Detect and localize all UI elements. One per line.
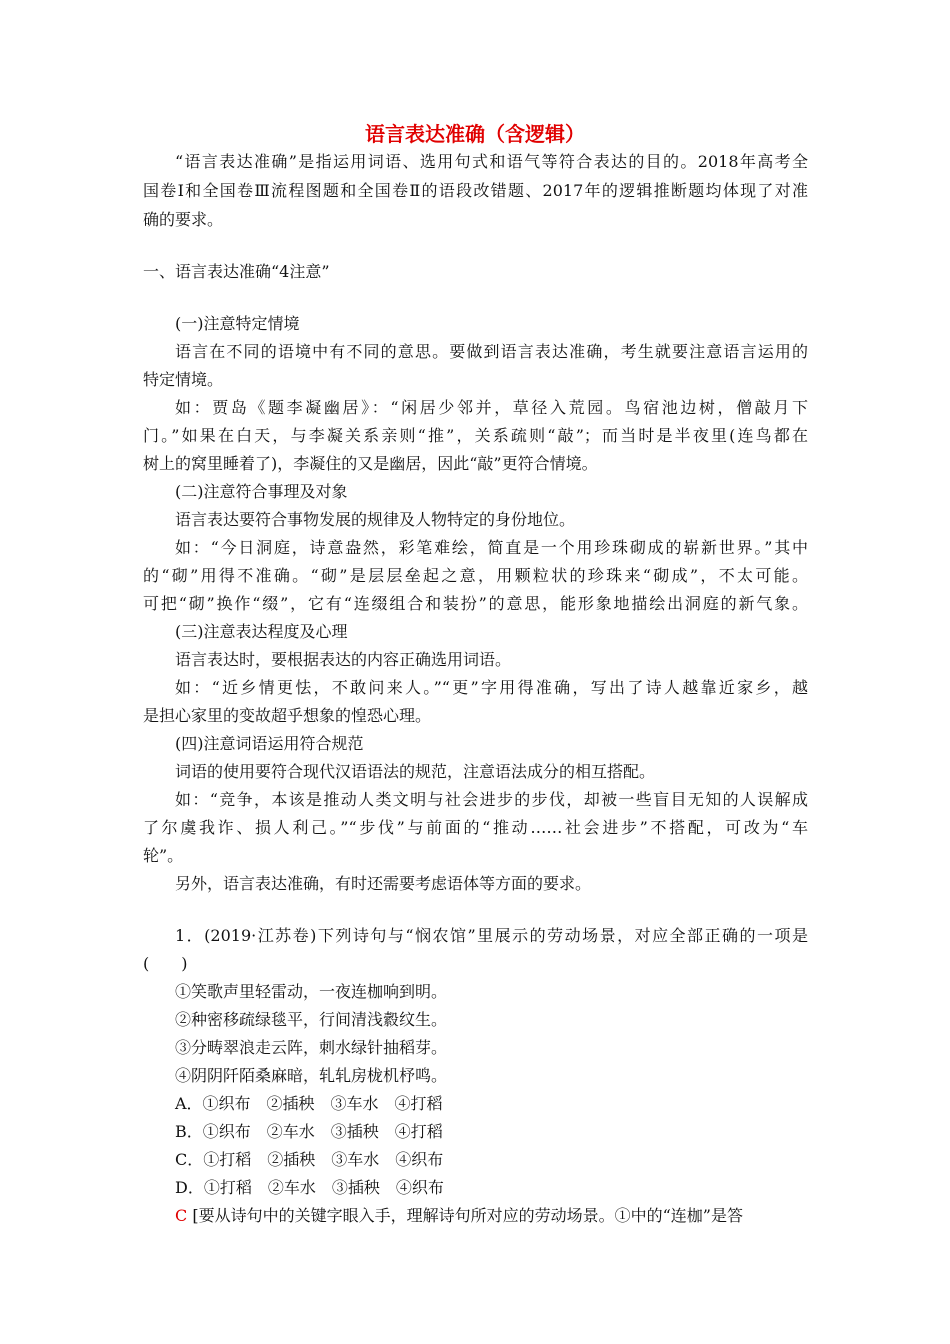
answer-line: [175, 1206, 743, 1226]
poem-line: ③分畴翠浪走云阵，刺水绿针抽稻芽。: [175, 1038, 448, 1057]
option-b: B．①织布 ②车水 ③插秧 ④打稻: [175, 1122, 443, 1141]
subsection-heading: (四)注意词语运用符合规范: [175, 734, 364, 753]
paragraph-line: 可把“砌”换作“缀”，它有“连缀组合和装扮”的意思，能形象地描绘出洞庭的新气象。: [143, 594, 808, 613]
paragraph-line: 是担心家里的变故超乎想象的惶恐心理。: [143, 706, 432, 725]
subsection-heading: (二)注意符合事理及对象: [175, 482, 348, 501]
question-stem: 1．(2019·江苏卷)下列诗句与“悯农馆”里展示的劳动场景，对应全部正确的一项是: [175, 926, 808, 945]
poem-line: ①笑歌声里轻雷动，一夜连枷响到明。: [175, 982, 448, 1001]
poem-line: ②种密移疏绿毯平，行间清浅縠纹生。: [175, 1010, 448, 1029]
paragraph-line: 如：“竞争，本该是推动人类文明与社会进步的步伐，却被一些盲目无知的人误解成: [175, 790, 808, 809]
paragraph-line: 另外，语言表达准确，有时还需要考虑语体等方面的要求。: [175, 874, 592, 893]
paragraph-line: 语言表达要符合事物发展的规律及人物特定的身份地位。: [175, 510, 576, 529]
paragraph-line: 语言在不同的语境中有不同的意思。要做到语言表达准确，考生就要注意语言运用的: [175, 342, 808, 361]
paragraph-line: 了尔虞我诈、损人利己。”“步伐”与前面的“推动……社会进步”不搭配，可改为“车: [143, 818, 808, 837]
question-stem: ( ): [143, 954, 188, 973]
intro-line: 国卷Ⅰ和全国卷Ⅲ流程图题和全国卷Ⅱ的语段改错题、2017年的逻辑推断题均体现了对准: [143, 181, 808, 200]
section-heading: 一、语言表达准确“4注意”: [143, 262, 330, 281]
paragraph-line: 轮”。: [143, 846, 184, 865]
option-d: D．①打稻 ②车水 ③插秧 ④织布: [175, 1178, 444, 1197]
intro-line: “语言表达准确”是指运用词语、选用句式和语气等符合表达的目的。2018年高考全: [175, 152, 808, 171]
paragraph-line: 如：“今日洞庭，诗意盎然，彩笔难绘，简直是一个用珍珠砌成的崭新世界。”其中: [175, 538, 808, 557]
paragraph-line: 树上的窝里睡着了)，李凝住的又是幽居，因此“敲”更符合情境。: [143, 454, 598, 473]
answer-letter: C: [175, 1206, 188, 1225]
paragraph-line: 如：贾岛《题李凝幽居》：“闲居少邻并，草径入荒园。鸟宿池边树，僧敲月下: [175, 398, 808, 417]
poem-line: ④阴阴阡陌桑麻暗，轧轧房栊机杼鸣。: [175, 1066, 448, 1085]
paragraph-line: 如：“近乡情更怯，不敢问来人。”“更”字用得准确，写出了诗人越靠近家乡，越: [175, 678, 808, 697]
subsection-heading: (三)注意表达程度及心理: [175, 622, 348, 641]
paragraph-line: 词语的使用要符合现代汉语语法的规范，注意语法成分的相互搭配。: [175, 762, 656, 781]
option-a: A．①织布 ②插秧 ③车水 ④打稻: [175, 1094, 443, 1113]
paragraph-line: 语言表达时，要根据表达的内容正确选用词语。: [175, 650, 512, 669]
paragraph-line: 特定情境。: [143, 370, 224, 389]
option-c: C．①打稻 ②插秧 ③车水 ④织布: [175, 1150, 444, 1169]
document-title: 语言表达准确（含逻辑）: [365, 122, 585, 146]
paragraph-line: 的“砌”用得不准确。“砌”是层层垒起之意，用颗粒状的珍珠来“砌成”，不太可能。: [143, 566, 808, 585]
paragraph-line: 门。”如果在白天，与李凝关系亲则“推”，关系疏则“敲”；而当时是半夜里(连鸟都在: [143, 426, 808, 445]
subsection-heading: (一)注意特定情境: [175, 314, 300, 333]
intro-line: 确的要求。: [143, 210, 224, 229]
answer-explanation: [要从诗句中的关键字眼入手，理解诗句所对应的劳动场景。①中的“连枷”是答: [192, 1206, 743, 1225]
